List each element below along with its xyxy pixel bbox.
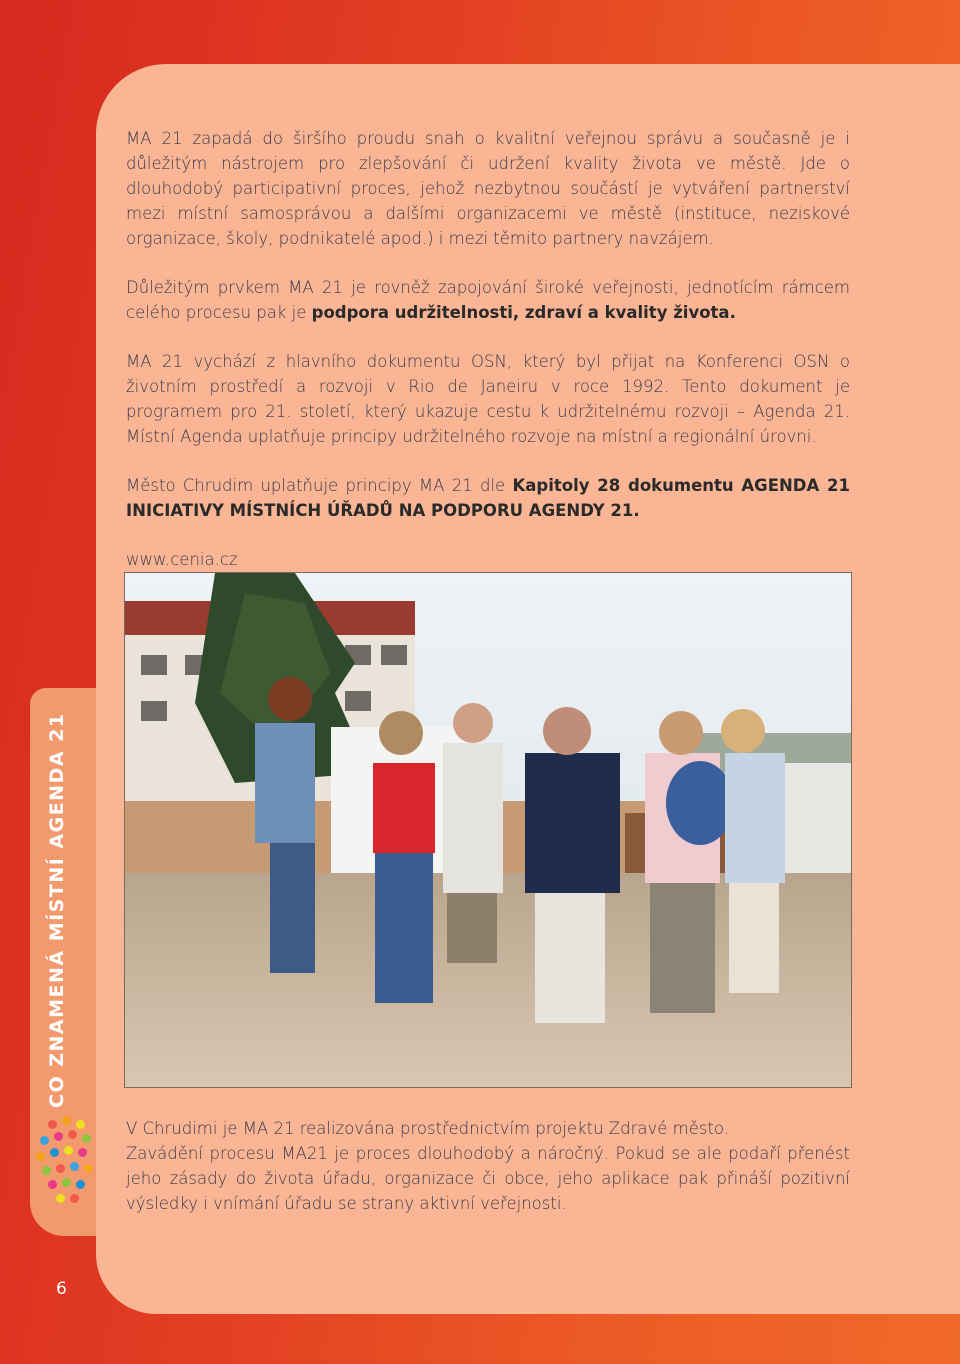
section-title-vertical: CO ZNAMENÁ MÍSTNÍ AGENDA 21 <box>46 712 68 1108</box>
group-photo <box>124 572 852 1088</box>
caption-line-2: Zavádění procesu MA21 je proces dlouhodobý a náročný. Pokud se ale podaří přenést jeho zásady do života úřadu, organizace či obce, jeho aplikace pak přináší pozitivní výsledky i vnímání úřadu se strany aktivní veřejnosti. <box>126 1144 850 1213</box>
paragraph-4-text: Město Chrudim uplatňuje principy MA 21 dle <box>126 476 513 495</box>
photo-illustration <box>125 573 851 1087</box>
paragraph-2-text: Důležitým prvkem MA 21 je rovněž zapojování široké veřejnosti, jednotícím rámcem celého procesu pak je <box>126 278 850 322</box>
main-text <box>126 126 850 596</box>
paragraph-3: MA 21 vychází z hlavního dokumentu OSN, který byl přijat na Konferenci OSN o životním prostředí a rozvoji v Rio de Janeiru v roce 1992. Tento dokument je programem pro 21. století, který ukazuje cestu k udržitelnému rozvoji – Agenda 21. Místní Agenda uplatňuje principy udržitelného rozvoje na místní a regionální úrovni. <box>126 352 850 446</box>
photo-caption <box>126 1116 850 1216</box>
paragraph-4-bold: Kapitoly 28 dokumentu AGENDA 21 INICIATIVY MÍSTNÍCH ÚŘADŮ NA PODPORU AGENDY 21. <box>126 476 851 520</box>
paragraph-4 <box>126 473 850 523</box>
page-number: 6 <box>56 1279 67 1299</box>
paragraph-2-bold: podpora udržitelnosti, zdraví a kvality života. <box>311 303 736 322</box>
source-link[interactable]: www.cenia.cz <box>126 550 238 569</box>
paragraph-1: MA 21 zapadá do širšího proudu snah o kvalitní veřejnou správu a současně je i důležitým nástrojem pro zlepšování či udržení kvality života ve městě. Jde o dlouhodobý participativní proces, jehož nezbytnou součástí je vytváření partnerství mezi místní samosprávou a dalšími organizacemi ve městě (instituce, neziskové organizace, školy, podnikatelé apod.) i mezi těmito partnery navzájem. <box>126 129 850 248</box>
paragraph-2 <box>126 275 850 325</box>
logo-dots-icon <box>34 1112 96 1216</box>
caption-line-1: V Chrudimi je MA 21 realizována prostřednictvím projektu Zdravé město. <box>126 1119 729 1138</box>
